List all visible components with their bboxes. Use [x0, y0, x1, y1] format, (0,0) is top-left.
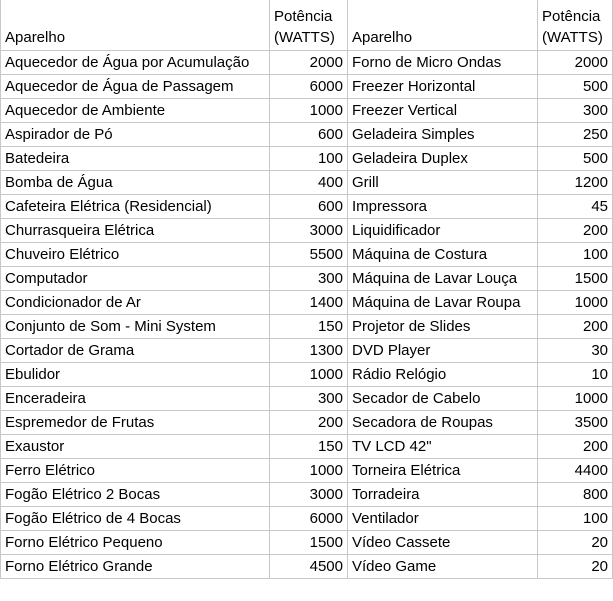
appliance-name-left: Churrasqueira Elétrica [1, 219, 270, 243]
appliance-watts-right: 100 [538, 507, 613, 531]
appliance-name-left: Espremedor de Frutas [1, 411, 270, 435]
header-power-right [538, 0, 613, 51]
header-power-left [270, 0, 348, 51]
appliance-watts-left: 5500 [270, 243, 348, 267]
appliance-watts-left: 1000 [270, 99, 348, 123]
appliance-name-right: Grill [348, 171, 538, 195]
appliance-watts-left: 600 [270, 123, 348, 147]
appliance-name-right: Vídeo Game [348, 555, 538, 579]
table-row [1, 291, 613, 315]
appliance-name-right: Torneira Elétrica [348, 459, 538, 483]
appliance-watts-left: 100 [270, 147, 348, 171]
appliance-name-right: Projetor de Slides [348, 315, 538, 339]
appliance-name-right: Freezer Vertical [348, 99, 538, 123]
appliance-watts-right: 3500 [538, 411, 613, 435]
table-row [1, 507, 613, 531]
appliance-watts-left: 300 [270, 387, 348, 411]
table-row [1, 315, 613, 339]
appliance-watts-right: 200 [538, 315, 613, 339]
appliance-name-right: Forno de Micro Ondas [348, 51, 538, 75]
appliance-name-left: Forno Elétrico Grande [1, 555, 270, 579]
appliance-name-right: Máquina de Lavar Louça [348, 267, 538, 291]
appliance-watts-left: 2000 [270, 51, 348, 75]
appliance-watts-right: 20 [538, 531, 613, 555]
appliance-name-right: Geladeira Duplex [348, 147, 538, 171]
table-row [1, 459, 613, 483]
appliance-watts-left: 4500 [270, 555, 348, 579]
appliance-watts-right: 1500 [538, 267, 613, 291]
table-row [1, 435, 613, 459]
appliance-watts-left: 400 [270, 171, 348, 195]
appliance-watts-left: 150 [270, 435, 348, 459]
appliance-watts-left: 300 [270, 267, 348, 291]
appliance-watts-left: 3000 [270, 483, 348, 507]
appliance-name-right: Geladeira Simples [348, 123, 538, 147]
table-row [1, 387, 613, 411]
appliance-watts-left: 1000 [270, 363, 348, 387]
table-row [1, 75, 613, 99]
appliance-name-left: Enceradeira [1, 387, 270, 411]
appliance-name-left: Cortador de Grama [1, 339, 270, 363]
appliance-watts-left: 6000 [270, 507, 348, 531]
appliance-watts-right: 500 [538, 147, 613, 171]
appliance-watts-right: 250 [538, 123, 613, 147]
header-power-line1: Potência [542, 8, 601, 25]
appliance-name-left: Conjunto de Som - Mini System [1, 315, 270, 339]
table-row [1, 531, 613, 555]
appliance-name-left: Condicionador de Ar [1, 291, 270, 315]
appliance-name-left: Aspirador de Pó [1, 123, 270, 147]
table-row [1, 123, 613, 147]
appliance-name-right: Secadora de Roupas [348, 411, 538, 435]
appliance-name-left: Cafeteira Elétrica (Residencial) [1, 195, 270, 219]
header-row [1, 0, 613, 51]
appliance-name-right: Impressora [348, 195, 538, 219]
appliance-watts-left: 1000 [270, 459, 348, 483]
table-row [1, 51, 613, 75]
table-row [1, 243, 613, 267]
appliance-name-left: Chuveiro Elétrico [1, 243, 270, 267]
appliance-name-left: Fogão Elétrico de 4 Bocas [1, 507, 270, 531]
appliance-watts-left: 6000 [270, 75, 348, 99]
appliance-watts-left: 3000 [270, 219, 348, 243]
appliance-name-left: Exaustor [1, 435, 270, 459]
appliance-watts-right: 30 [538, 339, 613, 363]
appliance-name-left: Fogão Elétrico 2 Bocas [1, 483, 270, 507]
appliance-watts-right: 300 [538, 99, 613, 123]
table-row [1, 555, 613, 579]
appliance-watts-right: 500 [538, 75, 613, 99]
appliance-name-right: Rádio Relógio [348, 363, 538, 387]
table-row [1, 267, 613, 291]
appliance-name-right: Máquina de Costura [348, 243, 538, 267]
appliance-watts-right: 1000 [538, 387, 613, 411]
header-appliance-right: Aparelho [348, 0, 538, 51]
table-row [1, 363, 613, 387]
appliance-name-right: Máquina de Lavar Roupa [348, 291, 538, 315]
appliance-watts-right: 1200 [538, 171, 613, 195]
appliance-watts-right: 1000 [538, 291, 613, 315]
appliance-name-left: Bomba de Água [1, 171, 270, 195]
appliance-name-right: Secador de Cabelo [348, 387, 538, 411]
appliance-name-left: Aquecedor de Água de Passagem [1, 75, 270, 99]
appliance-watts-right: 200 [538, 435, 613, 459]
appliance-watts-right: 100 [538, 243, 613, 267]
appliance-name-right: Freezer Horizontal [348, 75, 538, 99]
appliance-watts-right: 4400 [538, 459, 613, 483]
appliance-watts-right: 200 [538, 219, 613, 243]
appliance-name-right: Torradeira [348, 483, 538, 507]
appliance-watts-left: 1400 [270, 291, 348, 315]
table-row [1, 411, 613, 435]
appliance-name-left: Forno Elétrico Pequeno [1, 531, 270, 555]
appliance-watts-left: 1500 [270, 531, 348, 555]
appliance-name-left: Aquecedor de Água por Acumulação [1, 51, 270, 75]
appliance-watts-right: 10 [538, 363, 613, 387]
appliance-watts-right: 20 [538, 555, 613, 579]
appliance-name-left: Ferro Elétrico [1, 459, 270, 483]
appliance-name-left: Ebulidor [1, 363, 270, 387]
appliance-watts-left: 200 [270, 411, 348, 435]
table-row [1, 339, 613, 363]
appliance-watts-left: 150 [270, 315, 348, 339]
table-row [1, 99, 613, 123]
appliance-name-right: TV LCD 42" [348, 435, 538, 459]
appliance-watts-left: 600 [270, 195, 348, 219]
appliance-name-right: DVD Player [348, 339, 538, 363]
appliance-name-right: Vídeo Cassete [348, 531, 538, 555]
appliance-watts-right: 45 [538, 195, 613, 219]
header-power-line2: (WATTS) [274, 29, 335, 46]
appliance-name-right: Ventilador [348, 507, 538, 531]
header-appliance-left: Aparelho [1, 0, 270, 51]
appliance-watts-left: 1300 [270, 339, 348, 363]
appliance-name-left: Aquecedor de Ambiente [1, 99, 270, 123]
table-row [1, 219, 613, 243]
appliance-watts-right: 800 [538, 483, 613, 507]
table-row [1, 483, 613, 507]
header-power-line2: (WATTS) [542, 29, 603, 46]
appliance-name-right: Liquidificador [348, 219, 538, 243]
appliance-name-left: Computador [1, 267, 270, 291]
table-row [1, 171, 613, 195]
header-power-line1: Potência [274, 8, 333, 25]
appliance-watts-right: 2000 [538, 51, 613, 75]
table-row [1, 195, 613, 219]
appliance-name-left: Batedeira [1, 147, 270, 171]
table-row [1, 147, 613, 171]
